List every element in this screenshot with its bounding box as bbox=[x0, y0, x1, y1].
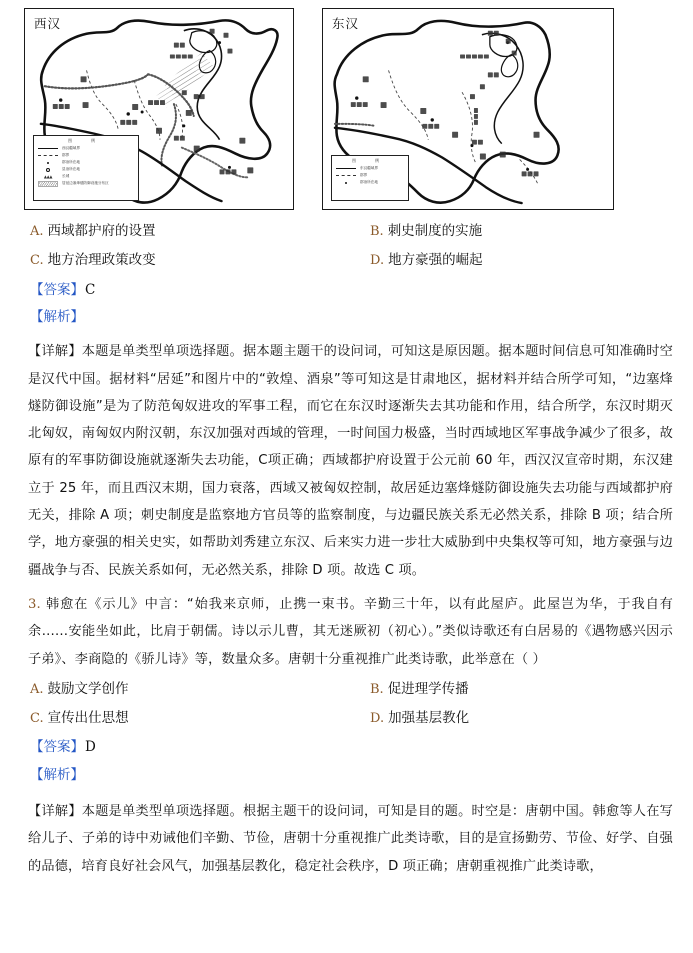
option-a-letter: A. bbox=[30, 224, 44, 239]
analysis-label: 【解析】 bbox=[30, 309, 84, 326]
map-left-legend bbox=[33, 135, 139, 201]
legend-key-dot-icon bbox=[37, 162, 59, 164]
answer-value: D bbox=[85, 739, 96, 756]
legend-item bbox=[335, 172, 405, 179]
option-row-cd bbox=[30, 711, 679, 726]
legend-label: 西汉疆域界 bbox=[62, 146, 80, 151]
legend-key-solid-line-icon bbox=[335, 168, 357, 169]
answer-value: C bbox=[85, 281, 96, 298]
option-a-text: 西域都护府的设置 bbox=[47, 223, 156, 239]
option-a-letter: A. bbox=[30, 681, 44, 697]
option-b-text: 促进理学传播 bbox=[387, 680, 469, 697]
option-row-ab bbox=[30, 224, 679, 239]
map-era-label-left: 西汉 bbox=[34, 16, 62, 31]
option-a-text: 鼓励文学创作 bbox=[47, 680, 129, 697]
legend-item bbox=[37, 180, 135, 187]
question3-detail-clip bbox=[14, 796, 679, 880]
question2-answer-line bbox=[14, 283, 679, 298]
option-c-letter: C. bbox=[30, 253, 44, 269]
option-d[interactable] bbox=[370, 711, 469, 726]
legend-label: 居延边塞烽燧防御设施分布区 bbox=[62, 181, 109, 186]
legend-key-triangle-icon: ▲▲▲ bbox=[43, 173, 53, 179]
option-c[interactable] bbox=[30, 711, 370, 726]
option-b[interactable] bbox=[370, 682, 469, 697]
legend-key-hatch-icon bbox=[37, 181, 59, 186]
maps-figure bbox=[14, 0, 679, 212]
option-b-letter: B. bbox=[370, 681, 384, 697]
legend-item bbox=[37, 145, 135, 152]
legend-label: 郡治所在地 bbox=[62, 160, 80, 165]
question3-stem bbox=[14, 591, 679, 673]
question2-detail-paragraph: 【详解】本题是单类型单项选择题。据本题主题干的设问词，可知这是原因题。据本题时间信息可知准确时空是汉代中国。据材料“居延”和图片中的“敦煌、酒泉”等可知这是甘肃地区，据材料并结合所学可知，“边塞烽燧防御设施”是为了防范匈奴进攻的军事工程，而它在东汉时逐渐失去其功能和作用，结合所学，东汉时期灭北匈奴，南匈奴内附汉朝，东汉加强对西域的管理，一时间国力极盛，当时西域地区军事战争减少了很多，故原有的军事防御设施就逐渐失去功能，C项正确；西域都护府设置于公元前 60 年，西汉汉宣帝时期，东汉建立于 25 年，而且西汉末期，国力衰落，西域又被匈奴控制，故居延边塞烽燧防御设施失去功能与西域都护府无关，排除 A 项；刺史制度是监察地方官员等的监察制度，与边疆民族关系无必然关系，排除 B 项；结合所学，地方豪强的相关史实，如帮助刘秀建立东汉、后来实力进一步壮大威胁到中央集权等可知，地方豪强与边疆战争与否、民族关系如何，无必然关系，排除 D 项。故选 C 项。 bbox=[28, 344, 673, 578]
option-c-letter: C. bbox=[30, 711, 44, 727]
question3-analysis-label-line bbox=[14, 768, 679, 783]
question3-number: 3. bbox=[28, 596, 41, 612]
legend-item bbox=[335, 165, 405, 172]
legend-label: 郡治所在地 bbox=[360, 180, 378, 185]
legend-label: 郡界 bbox=[62, 153, 70, 158]
answer-label: 【答案】 bbox=[30, 739, 84, 756]
legend-item bbox=[335, 179, 405, 186]
question3-options bbox=[14, 682, 679, 727]
option-c[interactable] bbox=[30, 253, 370, 268]
legend-item bbox=[37, 173, 135, 180]
answer-label: 【答案】 bbox=[30, 281, 84, 298]
analysis-label: 【解析】 bbox=[30, 767, 84, 784]
legend-key-solid-line-icon bbox=[37, 148, 59, 149]
legend-item bbox=[37, 166, 135, 173]
legend-item bbox=[37, 159, 135, 166]
question3-block bbox=[14, 591, 679, 673]
map-right-legend bbox=[331, 155, 409, 201]
legend-key-dash-line-icon bbox=[335, 175, 357, 176]
option-d[interactable] bbox=[370, 253, 483, 268]
legend-label: 东汉疆域界 bbox=[360, 166, 378, 171]
option-c-text: 宣传出仕思想 bbox=[47, 710, 129, 727]
option-row-cd bbox=[30, 253, 679, 268]
legend-title: 图 例 bbox=[68, 138, 104, 143]
legend-key-circle-icon bbox=[37, 168, 59, 173]
option-d-text: 加强基层教化 bbox=[388, 710, 470, 727]
option-a[interactable] bbox=[30, 682, 370, 697]
legend-key-dash-line-icon bbox=[37, 155, 59, 156]
legend-item bbox=[37, 152, 135, 159]
option-a[interactable] bbox=[30, 224, 370, 239]
option-d-text: 地方豪强的崛起 bbox=[388, 252, 483, 269]
question2-options bbox=[14, 224, 679, 269]
option-d-letter: D. bbox=[370, 711, 385, 727]
legend-label: 长城 bbox=[62, 174, 70, 179]
map-western-han bbox=[24, 8, 294, 210]
legend-key-dot-icon bbox=[335, 182, 357, 184]
map-era-label-right: 东汉 bbox=[332, 16, 360, 31]
question2-analysis-label-line bbox=[14, 310, 679, 325]
option-b-letter: B. bbox=[370, 224, 384, 239]
question3-answer-line bbox=[14, 740, 679, 755]
question3-stem-text: 韩愈在《示儿》中言：“始我来京师，止携一束书。辛勤三十年，以有此屋庐。此屋岂为华，于我自有余……安能坐如此，比肩于朝儒。诗以示儿曹，其无迷厥初（初心）。”类似诗歌还有白居易的《遇物感兴因示子弟》、李商隐的《骄儿诗》等，数量众多。唐朝十分重视推广此类诗歌，此举意在（ ） bbox=[28, 596, 674, 667]
question3-detail-paragraph: 【详解】本题是单类型单项选择题。根据主题干的设问词，可知是目的题。时空是：唐朝中国。韩愈等人在写给儿子、子弟的诗中劝诫他们辛勤、节俭，唐朝十分重视推广此类诗歌，目的是宣扬勤劳、节俭、好学、自强的品德，培育良好社会风气，加强基层教化，稳定社会秩序，D 项正确；唐朝重视推广此类诗歌， bbox=[28, 804, 673, 874]
option-b[interactable] bbox=[370, 224, 482, 239]
option-row-ab bbox=[30, 682, 679, 697]
option-d-letter: D. bbox=[370, 253, 385, 269]
map-eastern-han bbox=[322, 8, 614, 210]
legend-label: 郡界 bbox=[360, 173, 368, 178]
legend-title: 图 例 bbox=[352, 158, 388, 163]
option-b-text: 刺史制度的实施 bbox=[387, 223, 483, 239]
option-c-text: 地方治理政策改变 bbox=[47, 252, 156, 269]
legend-label: 县治所在地 bbox=[62, 167, 80, 172]
